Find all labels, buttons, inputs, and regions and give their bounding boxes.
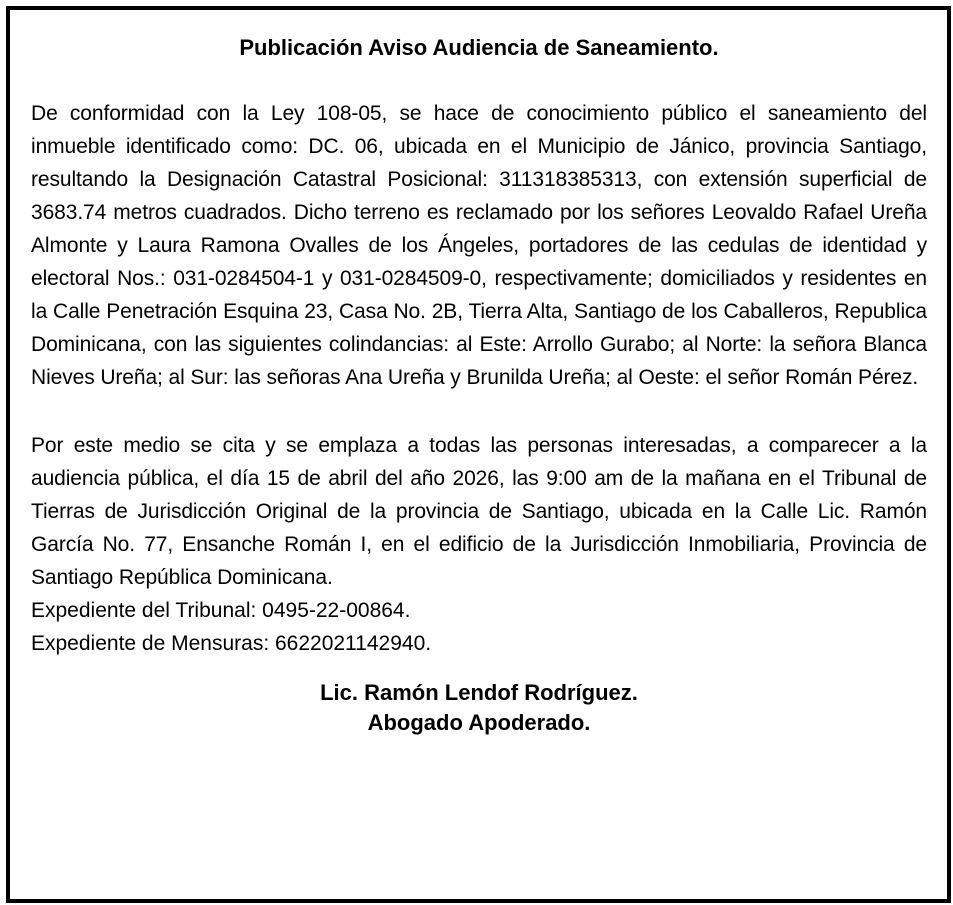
notice-body (31, 30, 927, 738)
signature-block (31, 678, 927, 738)
notice-frame (6, 6, 951, 903)
signature-name: Lic. Ramón Lendof Rodríguez. (320, 680, 638, 705)
expediente-mensuras: Expediente de Mensuras: 6622021142940. (31, 632, 432, 655)
signature-role: Abogado Apoderado. (367, 710, 591, 735)
notice-title: Publicación Aviso Audiencia de Saneamiento. (239, 35, 719, 60)
notice-paragraph-hearing: Por este medio se cita y se emplaza a todas las personas interesadas, a comparecer a la audiencia pública, el día 15 de abril del año 2026, las 9:00 am de la mañana en el Tribunal de Tierras de Jurisdicción Original de la provincia de Santiago, ubicada en la Calle Lic. Ramón García No. 77, Ensanche Román I, en el edificio de la Jurisdicción Inmobiliaria, Provincia de Santiago República Dominicana. (31, 434, 927, 589)
notice-paragraph-property: De conformidad con la Ley 108-05, se hace de conocimiento público el saneamiento del inmueble identificado como: DC. 06, ubicada en el Municipio de Jánico, provincia Santiago, resultando la Designación Catastral Posicional: 311318385313, con extensión superficial de 3683.74 metros cuadrados. Dicho terreno es reclamado por los señores Leovaldo Rafael Ureña Almonte y Laura Ramona Ovalles de los Ángeles, portadores de las cedulas de identidad y electoral Nos.: 031-0284504-1 y 031-0284509-0, respectivamente; domiciliados y residentes en la Calle Penetración Esquina 23, Casa No. 2B, Tierra Alta, Santiago de los Caballeros, Republica Dominicana, con las siguientes colindancias: al Este: Arrollo Gurabo; al Norte: la señora Blanca Nieves Ureña; al Sur: las señoras Ana Ureña y Brunilda Ureña; al Oeste: el señor Román Pérez. (31, 102, 927, 389)
expediente-tribunal: Expediente del Tribunal: 0495-22-00864. (31, 599, 411, 622)
